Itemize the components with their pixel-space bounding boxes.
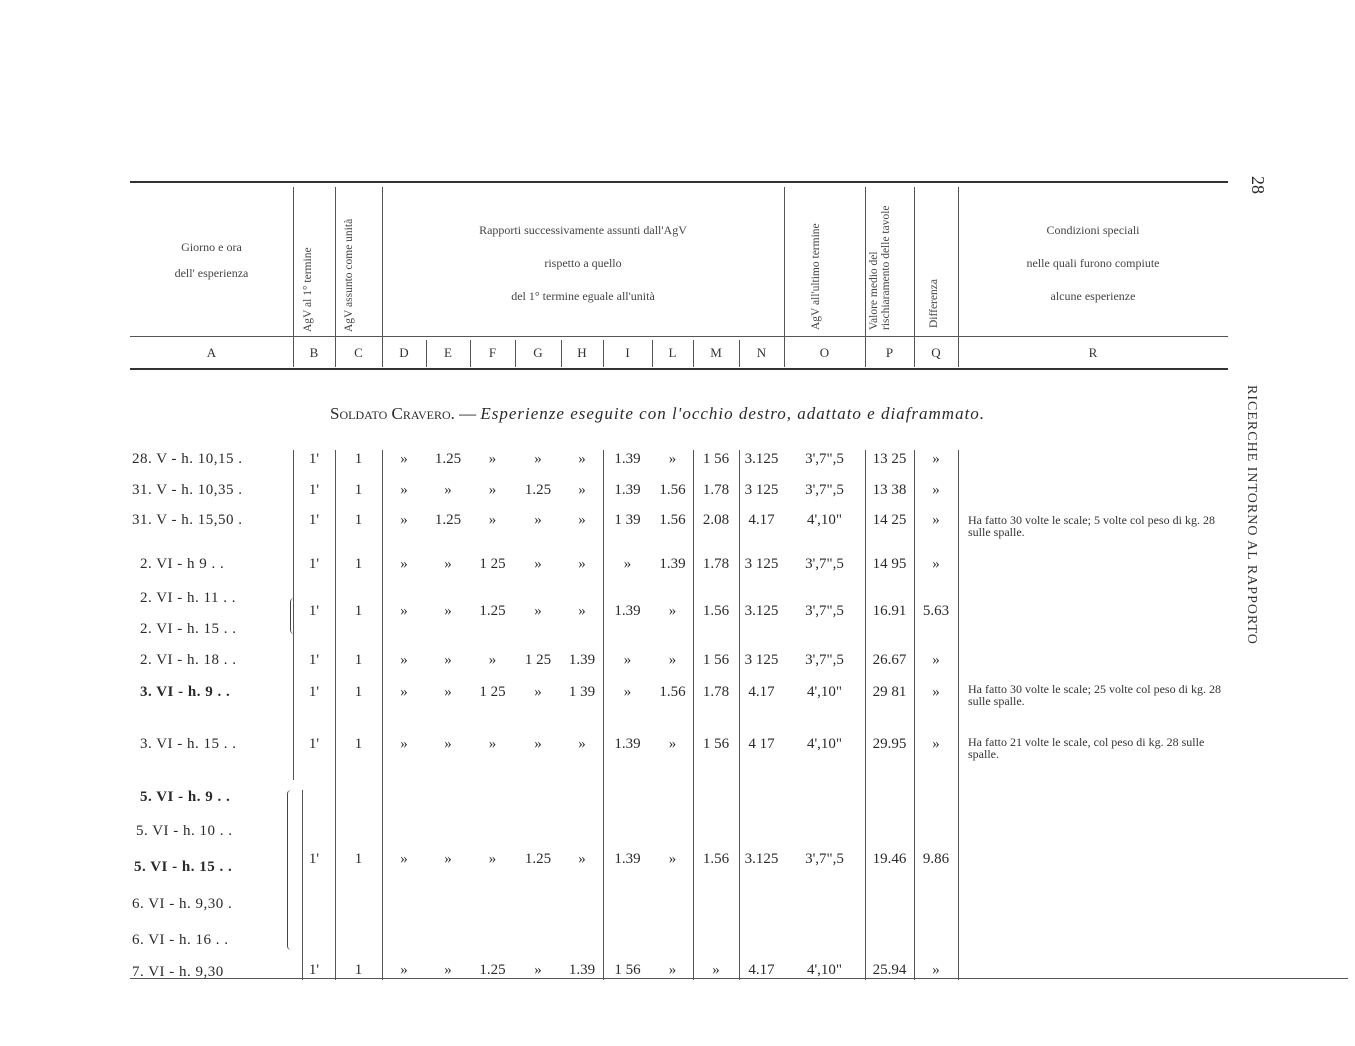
table-cell: 1 bbox=[354, 556, 363, 572]
letter-g: G bbox=[533, 345, 543, 360]
letter-r: R bbox=[1088, 345, 1098, 360]
table-cell: 5.63 bbox=[922, 603, 950, 619]
table-cell: » bbox=[400, 962, 408, 978]
table-cell: » bbox=[444, 851, 452, 867]
brace-5vi bbox=[287, 790, 293, 950]
table-cell: 1.39 bbox=[614, 736, 641, 752]
table-cell: » bbox=[668, 451, 677, 467]
letter-l: L bbox=[668, 345, 677, 360]
header-col-q: Differenza bbox=[928, 279, 940, 328]
letter-b: B bbox=[309, 345, 319, 360]
table-cell: » bbox=[578, 851, 586, 867]
table-cell: 3.125 bbox=[744, 603, 779, 619]
header-vline bbox=[914, 187, 915, 367]
table-cell: » bbox=[534, 736, 542, 752]
table-cell: 3.125 bbox=[744, 451, 779, 467]
table-cell: 1 bbox=[354, 851, 363, 867]
table-cell: » bbox=[668, 652, 677, 668]
row-label: 5. VI - h. 15 . . bbox=[134, 859, 233, 875]
table-cell: 4.17 bbox=[748, 684, 775, 700]
table-cell: 14 95 bbox=[872, 556, 907, 572]
table-cell: » bbox=[444, 482, 452, 498]
table-cell: 1.25 bbox=[479, 603, 506, 619]
letter-i: I bbox=[625, 345, 630, 360]
table-cell: 1.56 bbox=[659, 482, 686, 498]
header-vline bbox=[293, 187, 294, 367]
running-head: RICERCHE INTORNO AL RAPPORTO bbox=[1244, 385, 1259, 645]
table-cell: 1 bbox=[354, 451, 363, 467]
dn-header-rule bbox=[382, 336, 784, 337]
row-label: 5. VI - h. 9 . . bbox=[140, 789, 231, 805]
table-cell: » bbox=[932, 736, 940, 752]
table-cell: 4',10" bbox=[806, 962, 843, 978]
table-cell: 1.25 bbox=[524, 851, 552, 867]
table-cell: » bbox=[400, 736, 408, 752]
section-title-italic: Esperienze eseguite con l'occhio destro, adattato e diaframmato. bbox=[480, 404, 986, 423]
row-label: 2. VI - h. 15 . . bbox=[140, 621, 237, 637]
header-col-a bbox=[130, 234, 293, 286]
table-cell: 1' bbox=[308, 652, 320, 668]
table-cell: 1' bbox=[308, 736, 320, 752]
table-cell: » bbox=[932, 684, 940, 700]
table-cell: » bbox=[578, 482, 586, 498]
table-cell: 4 17 bbox=[748, 736, 775, 752]
table-cell: » bbox=[534, 512, 542, 528]
table-cell: » bbox=[488, 512, 497, 528]
table-cell: 1.39 bbox=[614, 603, 641, 619]
table-cell: 1' bbox=[308, 451, 320, 467]
letter-f: F bbox=[488, 345, 497, 360]
table-cell: » bbox=[534, 603, 542, 619]
table-cell: 13 38 bbox=[872, 482, 907, 498]
table-cell: 1.56 bbox=[702, 851, 730, 867]
table-cell: 1.78 bbox=[702, 684, 730, 700]
table-cell: 3',7",5 bbox=[805, 851, 844, 867]
table-cell: 1.56 bbox=[702, 603, 730, 619]
table-cell: » bbox=[932, 652, 940, 668]
table-cell: 3 125 bbox=[744, 652, 779, 668]
table-cell: 1.78 bbox=[702, 482, 730, 498]
table-cell: 13 25 bbox=[872, 451, 907, 467]
table-cell: » bbox=[444, 603, 452, 619]
row-label: 31. V - h. 10,35 . bbox=[132, 482, 243, 498]
table-cell: » bbox=[488, 652, 497, 668]
table-cell: 3',7",5 bbox=[805, 451, 844, 467]
table-cell: 1 25 bbox=[524, 652, 552, 668]
table-cell: 1.39 bbox=[568, 962, 596, 978]
letter-e: E bbox=[444, 345, 452, 360]
table-cell: 1' bbox=[308, 556, 320, 572]
table-cell: 1.39 bbox=[614, 482, 641, 498]
table-cell: » bbox=[400, 684, 408, 700]
table-cell: » bbox=[668, 736, 677, 752]
row-note: Ha fatto 30 volte le scale; 25 volte col peso di kg. 28 sulle spalle. bbox=[968, 682, 1221, 708]
table-cell: 1.25 bbox=[434, 451, 462, 467]
table-cell: » bbox=[578, 556, 586, 572]
table-cell: 1' bbox=[308, 684, 320, 700]
letter-o: O bbox=[819, 345, 830, 360]
table-cell: 1 25 bbox=[479, 684, 506, 700]
table-cell: » bbox=[400, 451, 408, 467]
table-cell: 4',10" bbox=[806, 736, 843, 752]
row-label: 7. VI - h. 9,30 bbox=[132, 964, 224, 978]
table-cell: » bbox=[488, 482, 497, 498]
row-label: 6. VI - h. 16 . . bbox=[132, 932, 229, 948]
header-vline bbox=[784, 187, 785, 367]
table-cell: 1.56 bbox=[659, 512, 686, 528]
table-cell: 4',10" bbox=[806, 512, 843, 528]
table-cell: » bbox=[932, 556, 940, 572]
row-label: 3. VI - h. 9 . . bbox=[140, 684, 231, 700]
table-cell: » bbox=[668, 851, 677, 867]
row-label: 2. VI - h 9 . . bbox=[140, 556, 225, 572]
table-cell: 3 125 bbox=[744, 482, 779, 498]
table-cell: 14 25 bbox=[872, 512, 907, 528]
table-cell: » bbox=[400, 482, 408, 498]
table-cell: 25.94 bbox=[872, 962, 907, 978]
table-cell: » bbox=[444, 736, 452, 752]
table-cell: 1.78 bbox=[702, 556, 730, 572]
row-label: 31. V - h. 15,50 . bbox=[132, 512, 243, 528]
table-cell: 1.39 bbox=[568, 652, 596, 668]
table-cell: » bbox=[578, 451, 586, 467]
table-cell: » bbox=[623, 684, 632, 700]
letter-h: H bbox=[577, 345, 587, 360]
row-note: Ha fatto 30 volte le scale; 5 volte col peso di kg. 28 sulle spalle. bbox=[968, 513, 1215, 539]
table-cell: » bbox=[932, 962, 940, 978]
table-cell: » bbox=[444, 556, 452, 572]
table-cell: » bbox=[932, 451, 940, 467]
table-cell: » bbox=[578, 603, 586, 619]
table-cell: 4.17 bbox=[748, 512, 775, 528]
header-col-a-line: dell' esperienza bbox=[174, 266, 249, 280]
row-label: 2. VI - h. 18 . . bbox=[140, 652, 237, 668]
row-label: 2. VI - h. 11 . . bbox=[140, 590, 236, 606]
letter-c: C bbox=[354, 345, 363, 360]
table-cell: » bbox=[400, 652, 408, 668]
table-cell: 26.67 bbox=[872, 652, 907, 668]
table-cell: 1.25 bbox=[479, 962, 506, 978]
table-cell: 1 bbox=[354, 736, 363, 752]
table-cell: 1 56 bbox=[702, 736, 730, 752]
table-cell: 1' bbox=[308, 482, 320, 498]
letter-n: N bbox=[756, 345, 767, 360]
row-note: Ha fatto 21 volte le scale, col peso di kg. 28 sulle spalle. bbox=[968, 735, 1205, 761]
header-col-dn-line: Rapporti successivamente assunti dall'AgV bbox=[479, 223, 687, 237]
body-vline bbox=[302, 790, 303, 980]
letter-q: Q bbox=[931, 345, 941, 360]
table-cell: 1.39 bbox=[614, 851, 641, 867]
header-col-c: AgV assunto come unità bbox=[343, 218, 355, 332]
row-label: 6. VI - h. 9,30 . bbox=[132, 896, 233, 912]
table-cell: 1 39 bbox=[614, 512, 641, 528]
header-col-r-line: nelle quali furono compiute bbox=[1026, 256, 1160, 270]
row-label: 28. V - h. 10,15 . bbox=[132, 451, 243, 467]
table-cell: » bbox=[444, 684, 452, 700]
table-cell: 3',7",5 bbox=[805, 603, 844, 619]
header-col-p: Valore medio del rischiaramento delle tavole bbox=[868, 205, 892, 330]
body-vline bbox=[739, 450, 740, 980]
table-cell: » bbox=[712, 962, 720, 978]
letter-a: A bbox=[206, 345, 217, 360]
table-cell: » bbox=[932, 482, 940, 498]
table-cell: 1 bbox=[354, 962, 363, 978]
body-vline bbox=[914, 450, 915, 980]
table-cell: 1.56 bbox=[659, 684, 686, 700]
body-vline bbox=[865, 450, 866, 980]
table-cell: 1.25 bbox=[524, 482, 552, 498]
table-cell: 3.125 bbox=[744, 851, 779, 867]
header-col-b: AgV al 1° termine bbox=[302, 247, 314, 332]
table-cell: 19.46 bbox=[872, 851, 907, 867]
table-cell: 1 bbox=[354, 512, 363, 528]
table-cell: 1' bbox=[308, 603, 320, 619]
table-cell: 3',7",5 bbox=[805, 652, 844, 668]
table-cell: 9.86 bbox=[922, 851, 950, 867]
table-cell: » bbox=[623, 556, 632, 572]
table-cell: 1 bbox=[354, 652, 363, 668]
table-cell: 1 56 bbox=[614, 962, 641, 978]
body-vline bbox=[958, 450, 959, 980]
table-cell: 1 bbox=[354, 482, 363, 498]
table-cell: » bbox=[668, 603, 677, 619]
header-vline bbox=[335, 187, 336, 367]
table-cell: 1.39 bbox=[659, 556, 686, 572]
table-cell: 29 81 bbox=[872, 684, 907, 700]
header-col-r bbox=[958, 214, 1228, 313]
table-cell: » bbox=[488, 451, 497, 467]
table-cell: » bbox=[400, 603, 408, 619]
table-cell: 4',10" bbox=[806, 684, 843, 700]
table-cell: 1' bbox=[308, 851, 320, 867]
section-title-prefix: Soldato Cravero. — bbox=[330, 404, 481, 423]
table-cell: » bbox=[578, 512, 586, 528]
table-cell: 3',7",5 bbox=[805, 556, 844, 572]
table-cell: » bbox=[534, 556, 542, 572]
body-vline bbox=[335, 450, 336, 980]
table-cell: 1' bbox=[308, 512, 320, 528]
header-col-dn bbox=[382, 214, 784, 313]
table-cell: » bbox=[400, 512, 408, 528]
table-cell: 16.91 bbox=[872, 603, 907, 619]
table-cell: 3',7",5 bbox=[805, 482, 844, 498]
table-cell: 3 125 bbox=[744, 556, 779, 572]
letter-m: M bbox=[710, 345, 722, 360]
table-cell: 4.17 bbox=[748, 962, 775, 978]
table-cell: » bbox=[400, 556, 408, 572]
letter-d: D bbox=[399, 345, 409, 360]
section-title bbox=[330, 404, 985, 424]
header-top-rule bbox=[130, 181, 1228, 183]
table-cell: 1' bbox=[308, 962, 320, 978]
table-cell: » bbox=[623, 652, 632, 668]
body-vline bbox=[382, 450, 383, 980]
table-cell: » bbox=[534, 451, 542, 467]
body-vline bbox=[603, 450, 604, 980]
table-cell: » bbox=[932, 512, 940, 528]
table-cell: 29.95 bbox=[872, 736, 907, 752]
header-col-r-line: alcune esperienze bbox=[1050, 289, 1136, 303]
header-col-dn-line: rispetto a quello bbox=[544, 256, 622, 270]
header-col-r-line: Condizioni speciali bbox=[1046, 223, 1140, 237]
table-cell: » bbox=[444, 652, 452, 668]
table-cell: » bbox=[400, 851, 408, 867]
table-cell: » bbox=[578, 736, 586, 752]
table-cell: 1.39 bbox=[614, 451, 641, 467]
table-cell: 1.25 bbox=[434, 512, 462, 528]
table-cell: 2.08 bbox=[702, 512, 730, 528]
letter-p: P bbox=[885, 345, 894, 360]
header-vline bbox=[865, 187, 866, 367]
table-cell: » bbox=[444, 962, 452, 978]
row-label: 5. VI - h. 10 . . bbox=[136, 823, 233, 839]
header-col-o: AgV all'ultimo termine bbox=[810, 223, 822, 330]
header-col-dn-line: del 1° termine eguale all'unità bbox=[511, 289, 655, 303]
table-cell: 1 56 bbox=[702, 652, 730, 668]
table-cell: 1 bbox=[354, 603, 363, 619]
table-cell: » bbox=[534, 962, 542, 978]
table-cell: 1 25 bbox=[479, 556, 506, 572]
header-col-a-line: Giorno e ora bbox=[181, 240, 242, 254]
table-cell: 1 56 bbox=[702, 451, 730, 467]
table-cell: » bbox=[668, 962, 677, 978]
table-cell: » bbox=[488, 736, 497, 752]
page-number: 28 bbox=[1248, 176, 1268, 194]
row-label: 3. VI - h. 15 . . bbox=[140, 736, 237, 752]
table-cell: » bbox=[534, 684, 542, 700]
table-cell: 1 39 bbox=[568, 684, 596, 700]
table-cell: 1 bbox=[354, 684, 363, 700]
header-bottom-rule bbox=[130, 368, 1228, 370]
body-vline bbox=[693, 450, 694, 980]
bottom-rule bbox=[130, 978, 1348, 979]
table-cell: » bbox=[488, 851, 497, 867]
